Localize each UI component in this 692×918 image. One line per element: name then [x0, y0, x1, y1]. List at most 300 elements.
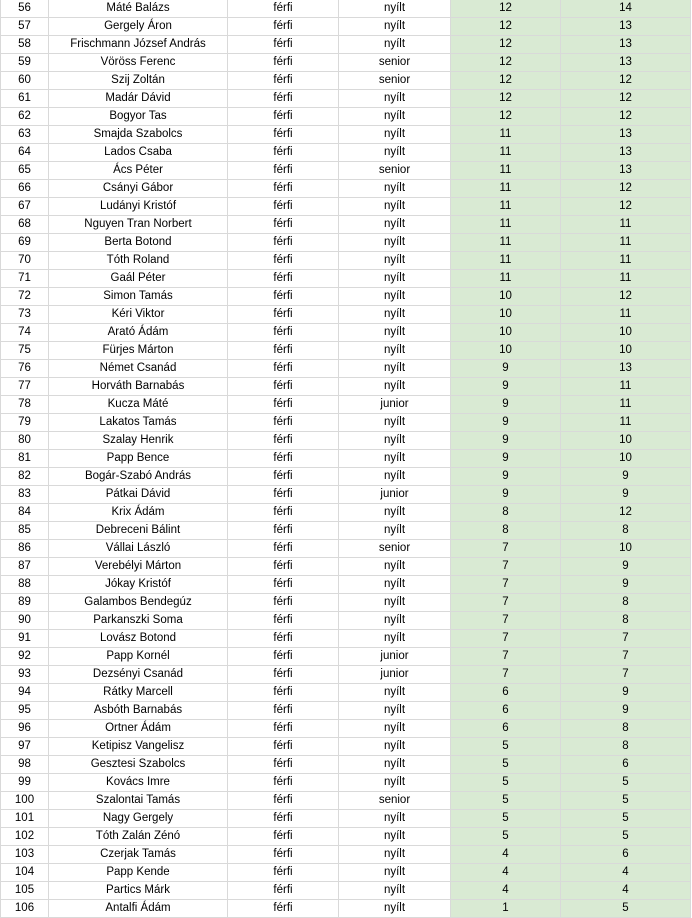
- rank-cell[interactable]: 78: [1, 396, 49, 414]
- category-cell[interactable]: nyílt: [339, 864, 451, 882]
- category-cell[interactable]: nyílt: [339, 252, 451, 270]
- gender-cell[interactable]: férfi: [228, 144, 339, 162]
- name-cell[interactable]: Csányi Gábor: [49, 180, 228, 198]
- score2-cell[interactable]: 5: [561, 828, 691, 846]
- rank-cell[interactable]: 82: [1, 468, 49, 486]
- score2-cell[interactable]: 7: [561, 666, 691, 684]
- rank-cell[interactable]: 105: [1, 882, 49, 900]
- name-cell[interactable]: Frischmann József András: [49, 36, 228, 54]
- gender-cell[interactable]: férfi: [228, 594, 339, 612]
- rank-cell[interactable]: 58: [1, 36, 49, 54]
- gender-cell[interactable]: férfi: [228, 882, 339, 900]
- gender-cell[interactable]: férfi: [228, 684, 339, 702]
- name-cell[interactable]: Gergely Áron: [49, 18, 228, 36]
- gender-cell[interactable]: férfi: [228, 738, 339, 756]
- gender-cell[interactable]: férfi: [228, 18, 339, 36]
- score1-cell[interactable]: 6: [451, 720, 561, 738]
- category-cell[interactable]: nyílt: [339, 900, 451, 918]
- category-cell[interactable]: nyílt: [339, 720, 451, 738]
- score1-cell[interactable]: 12: [451, 18, 561, 36]
- name-cell[interactable]: Berta Botond: [49, 234, 228, 252]
- score1-cell[interactable]: 12: [451, 36, 561, 54]
- gender-cell[interactable]: férfi: [228, 612, 339, 630]
- name-cell[interactable]: Lovász Botond: [49, 630, 228, 648]
- score2-cell[interactable]: 11: [561, 234, 691, 252]
- name-cell[interactable]: Debreceni Bálint: [49, 522, 228, 540]
- name-cell[interactable]: Tóth Roland: [49, 252, 228, 270]
- score2-cell[interactable]: 12: [561, 108, 691, 126]
- score1-cell[interactable]: 11: [451, 270, 561, 288]
- rank-cell[interactable]: 61: [1, 90, 49, 108]
- score1-cell[interactable]: 5: [451, 810, 561, 828]
- category-cell[interactable]: nyílt: [339, 126, 451, 144]
- score1-cell[interactable]: 11: [451, 234, 561, 252]
- score2-cell[interactable]: 6: [561, 846, 691, 864]
- score2-cell[interactable]: 8: [561, 594, 691, 612]
- rank-cell[interactable]: 97: [1, 738, 49, 756]
- name-cell[interactable]: Pátkai Dávid: [49, 486, 228, 504]
- category-cell[interactable]: junior: [339, 396, 451, 414]
- category-cell[interactable]: nyílt: [339, 612, 451, 630]
- score2-cell[interactable]: 4: [561, 864, 691, 882]
- gender-cell[interactable]: férfi: [228, 720, 339, 738]
- rank-cell[interactable]: 83: [1, 486, 49, 504]
- score1-cell[interactable]: 4: [451, 846, 561, 864]
- category-cell[interactable]: nyílt: [339, 216, 451, 234]
- score1-cell[interactable]: 12: [451, 108, 561, 126]
- category-cell[interactable]: nyílt: [339, 522, 451, 540]
- gender-cell[interactable]: férfi: [228, 396, 339, 414]
- score1-cell[interactable]: 10: [451, 324, 561, 342]
- rank-cell[interactable]: 71: [1, 270, 49, 288]
- name-cell[interactable]: Nagy Gergely: [49, 810, 228, 828]
- score2-cell[interactable]: 14: [561, 0, 691, 18]
- gender-cell[interactable]: férfi: [228, 666, 339, 684]
- rank-cell[interactable]: 98: [1, 756, 49, 774]
- rank-cell[interactable]: 90: [1, 612, 49, 630]
- rank-cell[interactable]: 89: [1, 594, 49, 612]
- score1-cell[interactable]: 5: [451, 738, 561, 756]
- rank-cell[interactable]: 80: [1, 432, 49, 450]
- name-cell[interactable]: Német Csanád: [49, 360, 228, 378]
- category-cell[interactable]: nyílt: [339, 180, 451, 198]
- gender-cell[interactable]: férfi: [228, 774, 339, 792]
- rank-cell[interactable]: 102: [1, 828, 49, 846]
- score1-cell[interactable]: 6: [451, 684, 561, 702]
- score2-cell[interactable]: 10: [561, 324, 691, 342]
- gender-cell[interactable]: férfi: [228, 198, 339, 216]
- name-cell[interactable]: Máté Balázs: [49, 0, 228, 18]
- score2-cell[interactable]: 13: [561, 126, 691, 144]
- rank-cell[interactable]: 94: [1, 684, 49, 702]
- name-cell[interactable]: Rátky Marcell: [49, 684, 228, 702]
- gender-cell[interactable]: férfi: [228, 522, 339, 540]
- gender-cell[interactable]: férfi: [228, 486, 339, 504]
- name-cell[interactable]: Kovács Imre: [49, 774, 228, 792]
- gender-cell[interactable]: férfi: [228, 36, 339, 54]
- score2-cell[interactable]: 9: [561, 486, 691, 504]
- name-cell[interactable]: Verebélyi Márton: [49, 558, 228, 576]
- gender-cell[interactable]: férfi: [228, 252, 339, 270]
- category-cell[interactable]: nyílt: [339, 108, 451, 126]
- gender-cell[interactable]: férfi: [228, 756, 339, 774]
- name-cell[interactable]: Czerjak Tamás: [49, 846, 228, 864]
- name-cell[interactable]: Bogár-Szabó András: [49, 468, 228, 486]
- rank-cell[interactable]: 64: [1, 144, 49, 162]
- score2-cell[interactable]: 10: [561, 432, 691, 450]
- category-cell[interactable]: nyílt: [339, 468, 451, 486]
- category-cell[interactable]: nyílt: [339, 828, 451, 846]
- score2-cell[interactable]: 11: [561, 216, 691, 234]
- score2-cell[interactable]: 5: [561, 774, 691, 792]
- gender-cell[interactable]: férfi: [228, 468, 339, 486]
- score1-cell[interactable]: 7: [451, 630, 561, 648]
- score1-cell[interactable]: 5: [451, 756, 561, 774]
- rank-cell[interactable]: 87: [1, 558, 49, 576]
- gender-cell[interactable]: férfi: [228, 900, 339, 918]
- rank-cell[interactable]: 66: [1, 180, 49, 198]
- category-cell[interactable]: senior: [339, 72, 451, 90]
- gender-cell[interactable]: férfi: [228, 90, 339, 108]
- category-cell[interactable]: nyílt: [339, 270, 451, 288]
- gender-cell[interactable]: férfi: [228, 108, 339, 126]
- score2-cell[interactable]: 8: [561, 522, 691, 540]
- name-cell[interactable]: Lados Csaba: [49, 144, 228, 162]
- score1-cell[interactable]: 5: [451, 792, 561, 810]
- score2-cell[interactable]: 11: [561, 270, 691, 288]
- name-cell[interactable]: Asbóth Barnabás: [49, 702, 228, 720]
- gender-cell[interactable]: férfi: [228, 324, 339, 342]
- category-cell[interactable]: nyílt: [339, 702, 451, 720]
- score1-cell[interactable]: 9: [451, 486, 561, 504]
- category-cell[interactable]: nyílt: [339, 90, 451, 108]
- name-cell[interactable]: Papp Kende: [49, 864, 228, 882]
- score1-cell[interactable]: 4: [451, 882, 561, 900]
- score1-cell[interactable]: 11: [451, 126, 561, 144]
- name-cell[interactable]: Krix Ádám: [49, 504, 228, 522]
- category-cell[interactable]: nyílt: [339, 198, 451, 216]
- score1-cell[interactable]: 12: [451, 54, 561, 72]
- rank-cell[interactable]: 104: [1, 864, 49, 882]
- score1-cell[interactable]: 9: [451, 432, 561, 450]
- score1-cell[interactable]: 9: [451, 360, 561, 378]
- score1-cell[interactable]: 11: [451, 144, 561, 162]
- category-cell[interactable]: nyílt: [339, 558, 451, 576]
- score1-cell[interactable]: 11: [451, 162, 561, 180]
- score2-cell[interactable]: 13: [561, 18, 691, 36]
- category-cell[interactable]: senior: [339, 54, 451, 72]
- gender-cell[interactable]: férfi: [228, 342, 339, 360]
- rank-cell[interactable]: 100: [1, 792, 49, 810]
- score1-cell[interactable]: 7: [451, 612, 561, 630]
- category-cell[interactable]: senior: [339, 792, 451, 810]
- name-cell[interactable]: Smajda Szabolcs: [49, 126, 228, 144]
- score1-cell[interactable]: 11: [451, 198, 561, 216]
- score2-cell[interactable]: 13: [561, 54, 691, 72]
- score1-cell[interactable]: 7: [451, 594, 561, 612]
- score2-cell[interactable]: 7: [561, 630, 691, 648]
- gender-cell[interactable]: férfi: [228, 234, 339, 252]
- score2-cell[interactable]: 9: [561, 702, 691, 720]
- category-cell[interactable]: nyílt: [339, 234, 451, 252]
- category-cell[interactable]: nyílt: [339, 684, 451, 702]
- rank-cell[interactable]: 60: [1, 72, 49, 90]
- score1-cell[interactable]: 4: [451, 864, 561, 882]
- category-cell[interactable]: nyílt: [339, 774, 451, 792]
- gender-cell[interactable]: férfi: [228, 126, 339, 144]
- gender-cell[interactable]: férfi: [228, 648, 339, 666]
- score1-cell[interactable]: 11: [451, 180, 561, 198]
- category-cell[interactable]: nyílt: [339, 630, 451, 648]
- gender-cell[interactable]: férfi: [228, 72, 339, 90]
- score2-cell[interactable]: 5: [561, 810, 691, 828]
- gender-cell[interactable]: férfi: [228, 288, 339, 306]
- gender-cell[interactable]: férfi: [228, 702, 339, 720]
- score1-cell[interactable]: 7: [451, 576, 561, 594]
- rank-cell[interactable]: 76: [1, 360, 49, 378]
- score1-cell[interactable]: 7: [451, 648, 561, 666]
- name-cell[interactable]: Ortner Ádám: [49, 720, 228, 738]
- category-cell[interactable]: nyílt: [339, 450, 451, 468]
- score1-cell[interactable]: 9: [451, 468, 561, 486]
- gender-cell[interactable]: férfi: [228, 504, 339, 522]
- score2-cell[interactable]: 9: [561, 468, 691, 486]
- rank-cell[interactable]: 67: [1, 198, 49, 216]
- name-cell[interactable]: Fürjes Márton: [49, 342, 228, 360]
- category-cell[interactable]: senior: [339, 162, 451, 180]
- category-cell[interactable]: nyílt: [339, 738, 451, 756]
- gender-cell[interactable]: férfi: [228, 558, 339, 576]
- score2-cell[interactable]: 6: [561, 756, 691, 774]
- score1-cell[interactable]: 12: [451, 0, 561, 18]
- gender-cell[interactable]: férfi: [228, 576, 339, 594]
- name-cell[interactable]: Nguyen Tran Norbert: [49, 216, 228, 234]
- name-cell[interactable]: Szalontai Tamás: [49, 792, 228, 810]
- gender-cell[interactable]: férfi: [228, 0, 339, 18]
- name-cell[interactable]: Arató Ádám: [49, 324, 228, 342]
- name-cell[interactable]: Papp Kornél: [49, 648, 228, 666]
- gender-cell[interactable]: férfi: [228, 450, 339, 468]
- name-cell[interactable]: Szalay Henrik: [49, 432, 228, 450]
- score2-cell[interactable]: 8: [561, 738, 691, 756]
- category-cell[interactable]: nyílt: [339, 576, 451, 594]
- score1-cell[interactable]: 6: [451, 702, 561, 720]
- gender-cell[interactable]: férfi: [228, 54, 339, 72]
- score2-cell[interactable]: 13: [561, 144, 691, 162]
- rank-cell[interactable]: 72: [1, 288, 49, 306]
- gender-cell[interactable]: férfi: [228, 540, 339, 558]
- score1-cell[interactable]: 9: [451, 396, 561, 414]
- gender-cell[interactable]: férfi: [228, 360, 339, 378]
- score2-cell[interactable]: 7: [561, 648, 691, 666]
- category-cell[interactable]: nyílt: [339, 324, 451, 342]
- gender-cell[interactable]: férfi: [228, 162, 339, 180]
- name-cell[interactable]: Partics Márk: [49, 882, 228, 900]
- gender-cell[interactable]: férfi: [228, 864, 339, 882]
- score2-cell[interactable]: 11: [561, 252, 691, 270]
- gender-cell[interactable]: férfi: [228, 810, 339, 828]
- rank-cell[interactable]: 99: [1, 774, 49, 792]
- name-cell[interactable]: Vöröss Ferenc: [49, 54, 228, 72]
- name-cell[interactable]: Ács Péter: [49, 162, 228, 180]
- score1-cell[interactable]: 7: [451, 666, 561, 684]
- rank-cell[interactable]: 70: [1, 252, 49, 270]
- score2-cell[interactable]: 9: [561, 558, 691, 576]
- name-cell[interactable]: Dezsényi Csanád: [49, 666, 228, 684]
- rank-cell[interactable]: 75: [1, 342, 49, 360]
- name-cell[interactable]: Kéri Viktor: [49, 306, 228, 324]
- score1-cell[interactable]: 8: [451, 504, 561, 522]
- category-cell[interactable]: nyílt: [339, 0, 451, 18]
- gender-cell[interactable]: férfi: [228, 792, 339, 810]
- name-cell[interactable]: Szij Zoltán: [49, 72, 228, 90]
- name-cell[interactable]: Parkanszki Soma: [49, 612, 228, 630]
- score1-cell[interactable]: 9: [451, 414, 561, 432]
- category-cell[interactable]: senior: [339, 540, 451, 558]
- rank-cell[interactable]: 73: [1, 306, 49, 324]
- rank-cell[interactable]: 96: [1, 720, 49, 738]
- rank-cell[interactable]: 84: [1, 504, 49, 522]
- category-cell[interactable]: nyílt: [339, 882, 451, 900]
- score2-cell[interactable]: 13: [561, 360, 691, 378]
- rank-cell[interactable]: 106: [1, 900, 49, 918]
- name-cell[interactable]: Gaál Péter: [49, 270, 228, 288]
- gender-cell[interactable]: férfi: [228, 414, 339, 432]
- name-cell[interactable]: Papp Bence: [49, 450, 228, 468]
- score2-cell[interactable]: 4: [561, 882, 691, 900]
- gender-cell[interactable]: férfi: [228, 216, 339, 234]
- rank-cell[interactable]: 77: [1, 378, 49, 396]
- rank-cell[interactable]: 68: [1, 216, 49, 234]
- gender-cell[interactable]: férfi: [228, 828, 339, 846]
- category-cell[interactable]: nyílt: [339, 432, 451, 450]
- score1-cell[interactable]: 11: [451, 252, 561, 270]
- score2-cell[interactable]: 11: [561, 378, 691, 396]
- rank-cell[interactable]: 79: [1, 414, 49, 432]
- rank-cell[interactable]: 92: [1, 648, 49, 666]
- score2-cell[interactable]: 10: [561, 540, 691, 558]
- rank-cell[interactable]: 81: [1, 450, 49, 468]
- score1-cell[interactable]: 9: [451, 378, 561, 396]
- name-cell[interactable]: Antalfi Ádám: [49, 900, 228, 918]
- score2-cell[interactable]: 13: [561, 36, 691, 54]
- name-cell[interactable]: Ketipisz Vangelisz: [49, 738, 228, 756]
- gender-cell[interactable]: férfi: [228, 270, 339, 288]
- gender-cell[interactable]: férfi: [228, 432, 339, 450]
- category-cell[interactable]: nyílt: [339, 288, 451, 306]
- rank-cell[interactable]: 59: [1, 54, 49, 72]
- score1-cell[interactable]: 5: [451, 828, 561, 846]
- rank-cell[interactable]: 56: [1, 0, 49, 18]
- score2-cell[interactable]: 11: [561, 306, 691, 324]
- score2-cell[interactable]: 11: [561, 396, 691, 414]
- category-cell[interactable]: nyílt: [339, 846, 451, 864]
- name-cell[interactable]: Simon Tamás: [49, 288, 228, 306]
- category-cell[interactable]: nyílt: [339, 378, 451, 396]
- score2-cell[interactable]: 11: [561, 414, 691, 432]
- category-cell[interactable]: nyílt: [339, 360, 451, 378]
- score1-cell[interactable]: 7: [451, 558, 561, 576]
- score2-cell[interactable]: 13: [561, 162, 691, 180]
- category-cell[interactable]: junior: [339, 486, 451, 504]
- rank-cell[interactable]: 95: [1, 702, 49, 720]
- category-cell[interactable]: nyílt: [339, 306, 451, 324]
- score2-cell[interactable]: 12: [561, 198, 691, 216]
- rank-cell[interactable]: 88: [1, 576, 49, 594]
- rank-cell[interactable]: 62: [1, 108, 49, 126]
- name-cell[interactable]: Galambos Bendegúz: [49, 594, 228, 612]
- score1-cell[interactable]: 10: [451, 342, 561, 360]
- rank-cell[interactable]: 103: [1, 846, 49, 864]
- score2-cell[interactable]: 12: [561, 504, 691, 522]
- name-cell[interactable]: Kucza Máté: [49, 396, 228, 414]
- category-cell[interactable]: nyílt: [339, 756, 451, 774]
- gender-cell[interactable]: férfi: [228, 306, 339, 324]
- category-cell[interactable]: junior: [339, 666, 451, 684]
- category-cell[interactable]: nyílt: [339, 414, 451, 432]
- score1-cell[interactable]: 11: [451, 216, 561, 234]
- name-cell[interactable]: Bogyor Tas: [49, 108, 228, 126]
- score2-cell[interactable]: 5: [561, 792, 691, 810]
- name-cell[interactable]: Horváth Barnabás: [49, 378, 228, 396]
- score1-cell[interactable]: 8: [451, 522, 561, 540]
- category-cell[interactable]: nyílt: [339, 342, 451, 360]
- score2-cell[interactable]: 5: [561, 900, 691, 918]
- score2-cell[interactable]: 9: [561, 576, 691, 594]
- category-cell[interactable]: nyílt: [339, 36, 451, 54]
- score2-cell[interactable]: 8: [561, 612, 691, 630]
- score1-cell[interactable]: 9: [451, 450, 561, 468]
- score1-cell[interactable]: 1: [451, 900, 561, 918]
- category-cell[interactable]: nyílt: [339, 594, 451, 612]
- gender-cell[interactable]: férfi: [228, 630, 339, 648]
- name-cell[interactable]: Gesztesi Szabolcs: [49, 756, 228, 774]
- score2-cell[interactable]: 12: [561, 72, 691, 90]
- score2-cell[interactable]: 8: [561, 720, 691, 738]
- score2-cell[interactable]: 12: [561, 288, 691, 306]
- rank-cell[interactable]: 93: [1, 666, 49, 684]
- name-cell[interactable]: Ludányi Kristóf: [49, 198, 228, 216]
- name-cell[interactable]: Madár Dávid: [49, 90, 228, 108]
- category-cell[interactable]: nyílt: [339, 144, 451, 162]
- score1-cell[interactable]: 12: [451, 90, 561, 108]
- name-cell[interactable]: Jókay Kristóf: [49, 576, 228, 594]
- score1-cell[interactable]: 5: [451, 774, 561, 792]
- score2-cell[interactable]: 9: [561, 684, 691, 702]
- rank-cell[interactable]: 65: [1, 162, 49, 180]
- rank-cell[interactable]: 63: [1, 126, 49, 144]
- score1-cell[interactable]: 7: [451, 540, 561, 558]
- rank-cell[interactable]: 85: [1, 522, 49, 540]
- rank-cell[interactable]: 69: [1, 234, 49, 252]
- category-cell[interactable]: nyílt: [339, 504, 451, 522]
- name-cell[interactable]: Vállai László: [49, 540, 228, 558]
- category-cell[interactable]: nyílt: [339, 810, 451, 828]
- gender-cell[interactable]: férfi: [228, 846, 339, 864]
- gender-cell[interactable]: férfi: [228, 180, 339, 198]
- score1-cell[interactable]: 10: [451, 288, 561, 306]
- score1-cell[interactable]: 10: [451, 306, 561, 324]
- rank-cell[interactable]: 91: [1, 630, 49, 648]
- gender-cell[interactable]: férfi: [228, 378, 339, 396]
- rank-cell[interactable]: 57: [1, 18, 49, 36]
- score2-cell[interactable]: 10: [561, 450, 691, 468]
- name-cell[interactable]: Lakatos Tamás: [49, 414, 228, 432]
- score2-cell[interactable]: 12: [561, 180, 691, 198]
- score1-cell[interactable]: 12: [451, 72, 561, 90]
- score2-cell[interactable]: 12: [561, 90, 691, 108]
- category-cell[interactable]: junior: [339, 648, 451, 666]
